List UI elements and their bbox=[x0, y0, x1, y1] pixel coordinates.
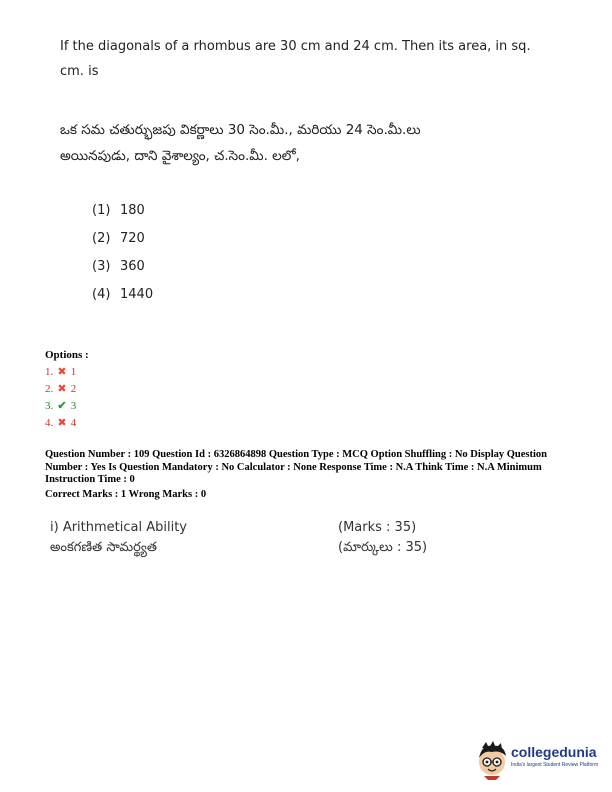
section-marks-telugu: (మార్కులు : 35) bbox=[338, 540, 428, 555]
logo-name: collegedunia bbox=[511, 744, 597, 760]
option-value: 1440 bbox=[120, 287, 154, 302]
answer-key-prefix: 4. bbox=[45, 417, 54, 429]
option-number: (3) bbox=[92, 259, 111, 274]
answer-key-row bbox=[45, 415, 76, 432]
option-2 bbox=[92, 227, 153, 255]
answer-key-value: 3 bbox=[70, 400, 77, 412]
logo-tagline: India's largest Student Review Platform bbox=[511, 762, 599, 768]
section-marks bbox=[338, 518, 427, 558]
section-marks-english: (Marks : 35) bbox=[338, 520, 417, 535]
answer-key-value: 2 bbox=[70, 383, 77, 395]
answer-key-prefix: 2. bbox=[45, 383, 54, 395]
section-title-english: i) Arithmetical Ability bbox=[50, 520, 188, 535]
section-title bbox=[50, 518, 187, 558]
answer-key-value: 1 bbox=[70, 366, 77, 378]
question-telugu-line2: అయినపుడు, దాని వైశాల్యం, చ.సెం.మీ. లలో, bbox=[60, 148, 300, 164]
question-english: If the diagonals of a rhombus are 30 cm and 24 cm. Then its area, in sq. cm. is bbox=[60, 39, 531, 79]
option-number: (4) bbox=[92, 287, 111, 302]
answer-key-value: 4 bbox=[70, 417, 77, 429]
section-title-telugu: అంకగణిత సామర్థ్యత bbox=[50, 540, 158, 555]
answer-key-row-correct bbox=[45, 398, 76, 415]
option-value: 180 bbox=[120, 203, 145, 218]
question-metadata: Question Number : 109 Question Id : 6326864898 Question Type : MCQ Option Shuffling : No Display Question Number : Yes Is Question Mandatory : No Calculator : None Response Time : N.A Think Time : N.A Minimum Instruction Time : 0 bbox=[45, 449, 548, 485]
answer-key-prefix: 1. bbox=[45, 366, 54, 378]
option-number: (1) bbox=[92, 203, 111, 218]
cross-icon: ✖ bbox=[57, 383, 67, 395]
cross-icon: ✖ bbox=[57, 366, 67, 378]
option-value: 720 bbox=[120, 231, 145, 246]
option-3 bbox=[92, 255, 153, 283]
question-telugu bbox=[60, 117, 540, 169]
option-value: 360 bbox=[120, 259, 145, 274]
option-number: (2) bbox=[92, 231, 111, 246]
check-icon: ✔ bbox=[57, 400, 67, 412]
option-1 bbox=[92, 199, 153, 227]
question-telugu-line1: ఒక సమ చతుర్భుజపు వికర్ణాలు 30 సెం.మీ., మరియు 24 సెం.మీ.లు bbox=[60, 122, 421, 138]
answer-key-list bbox=[45, 364, 76, 432]
cross-icon: ✖ bbox=[57, 417, 67, 429]
answer-key-heading: Options : bbox=[45, 349, 89, 361]
answer-key-row bbox=[45, 381, 76, 398]
option-list bbox=[92, 199, 153, 311]
marks-info: Correct Marks : 1 Wrong Marks : 0 bbox=[45, 489, 207, 500]
option-4 bbox=[92, 283, 153, 311]
answer-key-prefix: 3. bbox=[45, 400, 54, 412]
answer-key-row bbox=[45, 364, 76, 381]
